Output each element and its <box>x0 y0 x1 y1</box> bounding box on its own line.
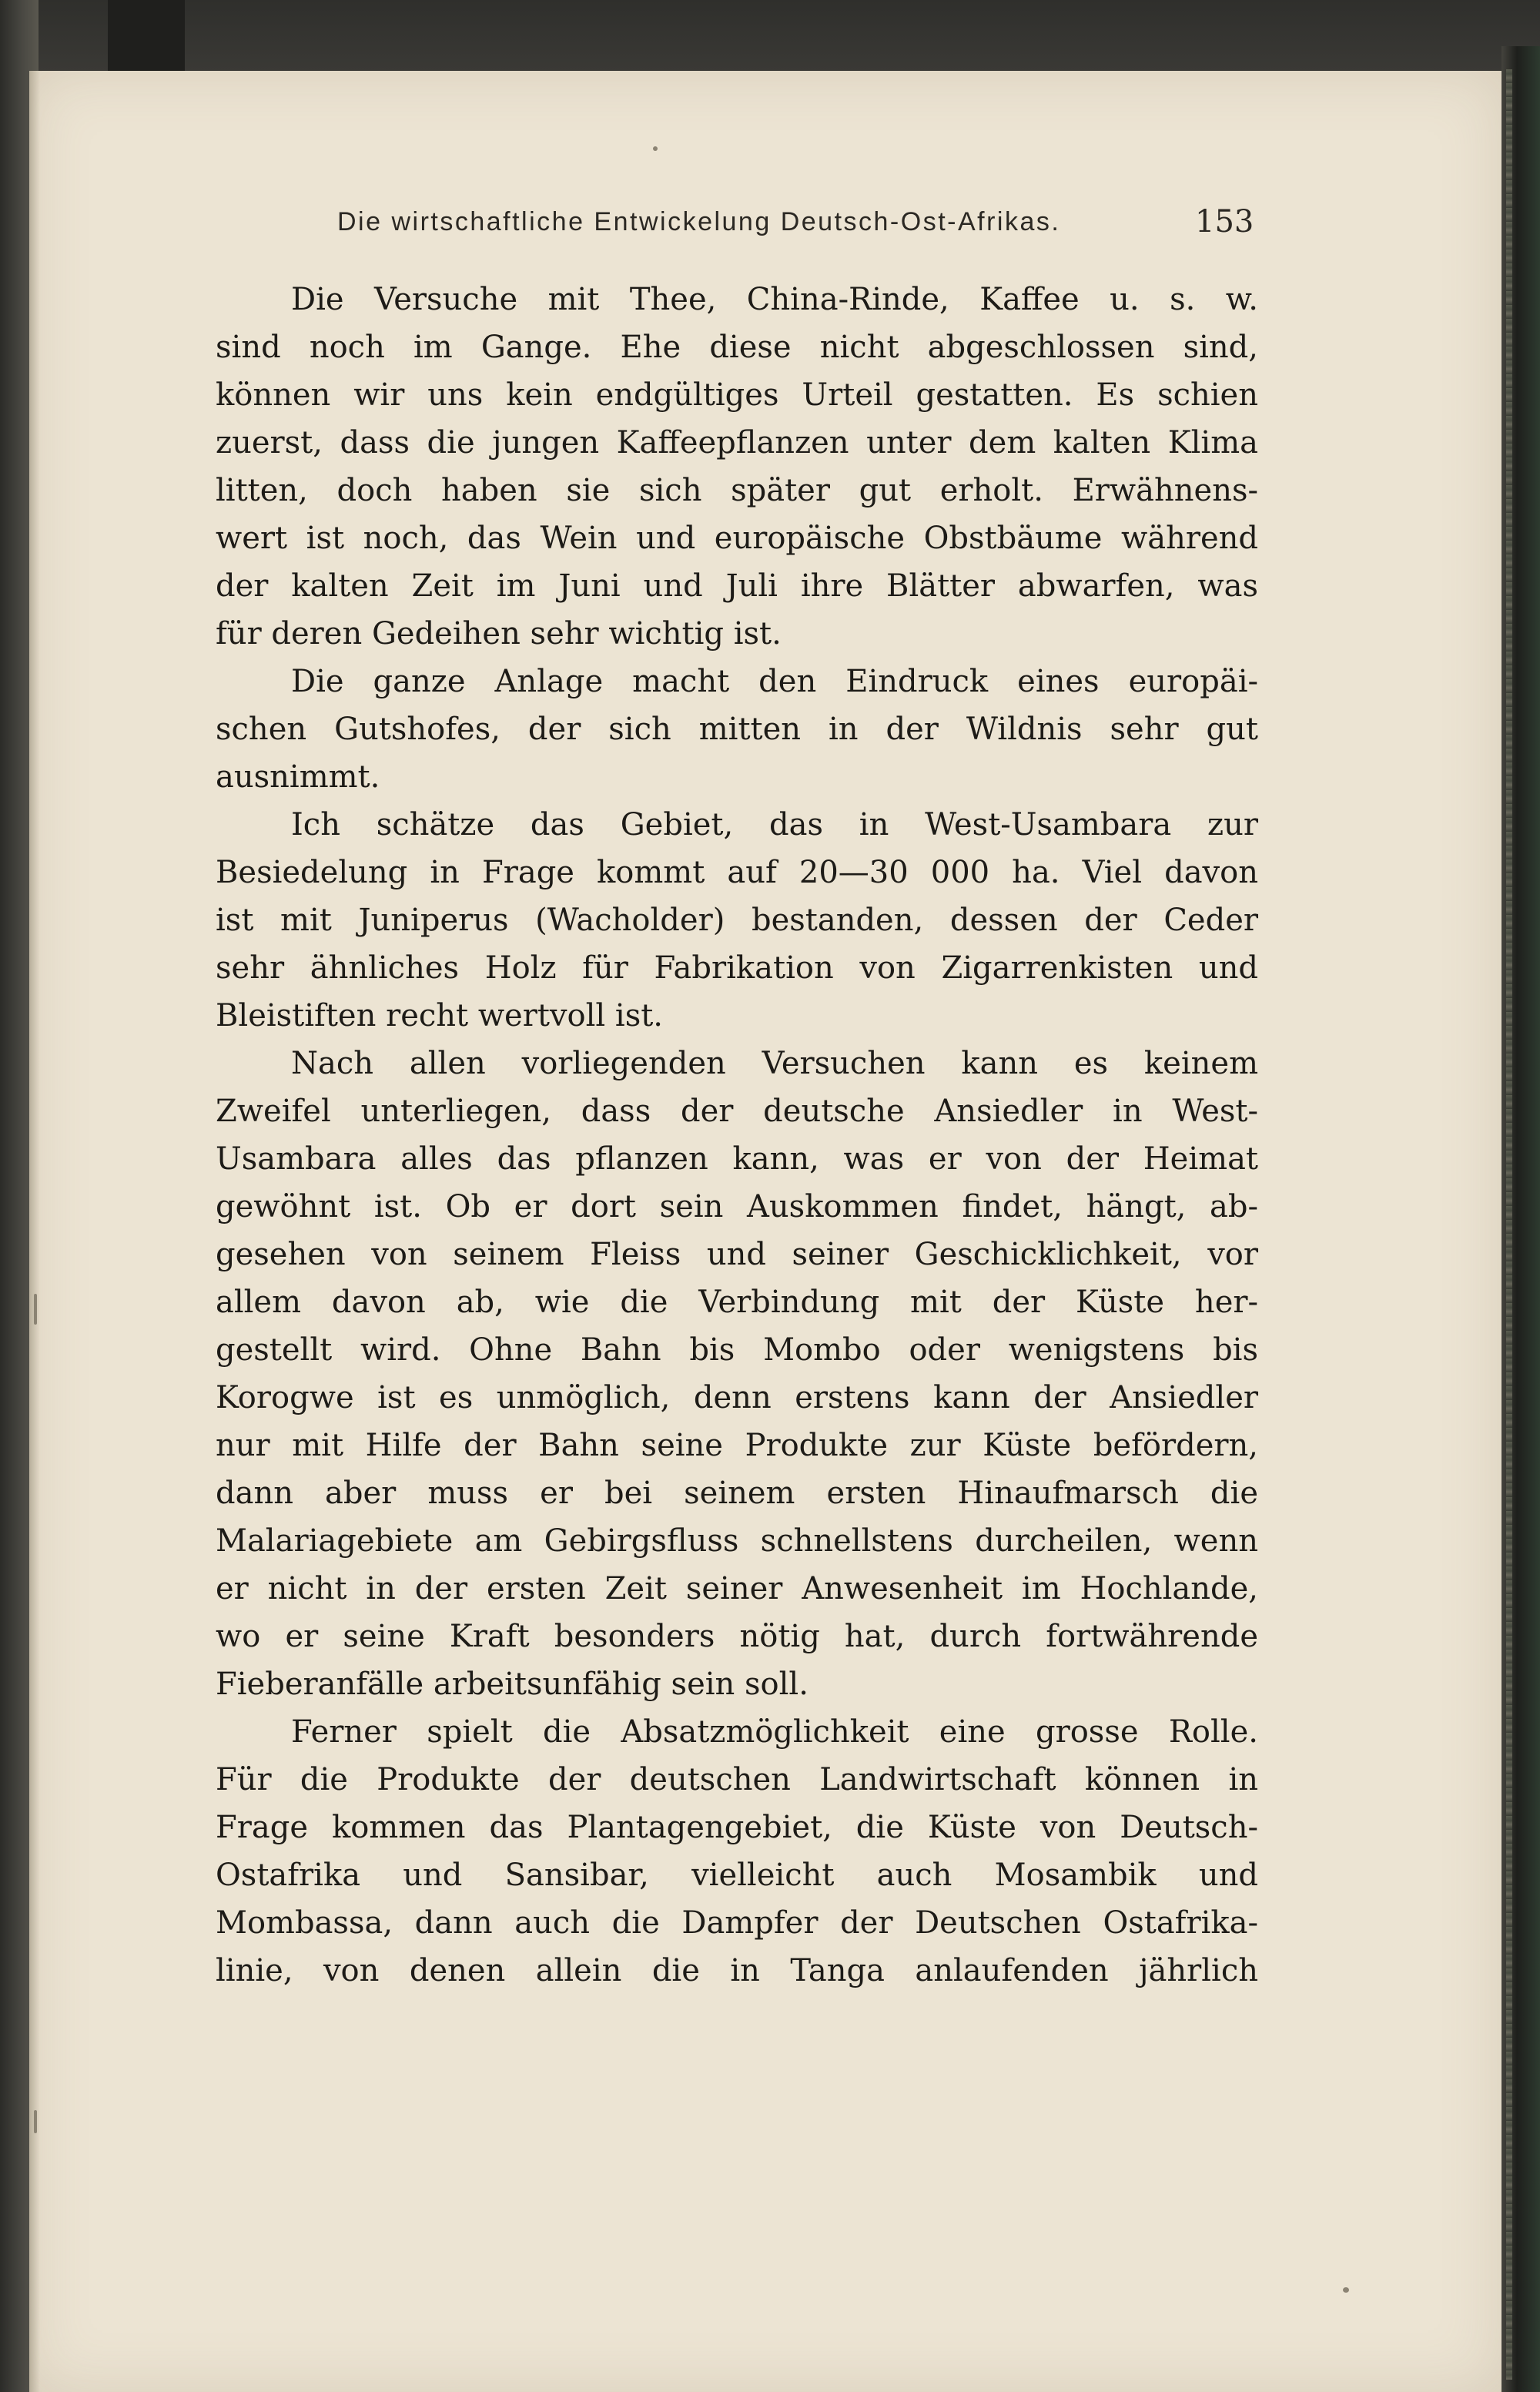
text-line: Zweifel unterliegen, dass der deutsche Ansiedler in West- <box>216 1094 1258 1129</box>
paper-speck <box>34 2110 37 2133</box>
binding-edge <box>1506 69 1512 2380</box>
text-line: Ich schätze das Gebiet, das in West-Usambara zur <box>291 807 1258 843</box>
paper-speck <box>34 1294 37 1325</box>
text-line: Die Versuche mit Thee, China-Rinde, Kaffee u. s. w. <box>291 282 1258 317</box>
text-line: wo er seine Kraft besonders nötig hat, durch fortwährende <box>216 1619 1258 1654</box>
page-number: 153 <box>1195 204 1254 240</box>
running-head <box>0 199 1540 245</box>
text-line: ausnimmt. <box>216 759 380 795</box>
text-line: Besiedelung in Frage kommt auf 20—30 000 ha. Viel davon <box>216 855 1258 890</box>
text-line: sind noch im Gange. Ehe diese nicht abgeschlossen sind, <box>216 330 1258 365</box>
text-line: ist mit Juniperus (Wacholder) bestanden, dessen der Ceder <box>216 903 1258 938</box>
text-line: er nicht in der ersten Zeit seiner Anwesenheit im Hochlande, <box>216 1571 1258 1606</box>
running-head-title: Die wirtschaftliche Entwickelung Deutsch-Ost-Afrikas. <box>337 207 1061 236</box>
text-line: Ferner spielt die Absatzmöglichkeit eine grosse Rolle. <box>291 1714 1258 1750</box>
text-line: schen Gutshofes, der sich mitten in der Wildnis sehr gut <box>216 712 1258 747</box>
text-line: der kalten Zeit im Juni und Juli ihre Blätter abwarfen, was <box>216 568 1258 604</box>
text-line: Die ganze Anlage macht den Eindruck eines europäi- <box>291 664 1258 699</box>
text-line: Mombassa, dann auch die Dampfer der Deutschen Ostafrika- <box>216 1905 1258 1941</box>
text-line: sehr ähnliches Holz für Fabrikation von Zigarrenkisten und <box>216 950 1258 986</box>
paper-speck <box>653 146 658 151</box>
text-line: Fieberanfälle arbeitsunfähig sein soll. <box>216 1667 808 1702</box>
text-line: gesehen von seinem Fleiss und seiner Geschicklichkeit, vor <box>216 1237 1258 1272</box>
text-line: linie, von denen allein die in Tanga anlaufenden jährlich <box>216 1953 1258 1988</box>
text-line: gewöhnt ist. Ob er dort sein Auskommen findet, hängt, ab- <box>216 1189 1258 1224</box>
text-line: für deren Gedeihen sehr wichtig ist. <box>216 616 782 652</box>
text-line: nur mit Hilfe der Bahn seine Produkte zur Küste befördern, <box>216 1428 1258 1463</box>
text-line: Bleistiften recht wertvoll ist. <box>216 998 664 1034</box>
text-line: Ostafrika und Sansibar, vielleicht auch Mosambik und <box>216 1858 1258 1893</box>
text-line: dann aber muss er bei seinem ersten Hinaufmarsch die <box>216 1476 1258 1511</box>
body-text <box>216 276 1258 1995</box>
text-line: Nach allen vorliegenden Versuchen kann es keinem <box>291 1046 1258 1081</box>
text-line: Usambara alles das pflanzen kann, was er von der Heimat <box>216 1141 1258 1177</box>
text-line: Frage kommen das Plantagengebiet, die Küste von Deutsch- <box>216 1810 1258 1845</box>
text-line: allem davon ab, wie die Verbindung mit der Küste her- <box>216 1285 1258 1320</box>
page-edge-shadow <box>29 71 40 2392</box>
paper-speck <box>1343 2287 1349 2293</box>
text-line: litten, doch haben sie sich später gut erholt. Erwähnens- <box>216 473 1258 508</box>
text-line: Korogwe ist es unmöglich, denn erstens kann der Ansiedler <box>216 1380 1258 1415</box>
text-line: gestellt wird. Ohne Bahn bis Mombo oder wenigstens bis <box>216 1332 1258 1368</box>
text-line: wert ist noch, das Wein und europäische Obstbäume während <box>216 521 1258 556</box>
text-line: Malariagebiete am Gebirgsfluss schnellstens durcheilen, wenn <box>216 1523 1258 1559</box>
text-line: können wir uns kein endgültiges Urteil gestatten. Es schien <box>216 377 1258 413</box>
text-line: Für die Produkte der deutschen Landwirtschaft können in <box>216 1762 1258 1797</box>
text-line: zuerst, dass die jungen Kaffeepflanzen unter dem kalten Klima <box>216 425 1258 461</box>
